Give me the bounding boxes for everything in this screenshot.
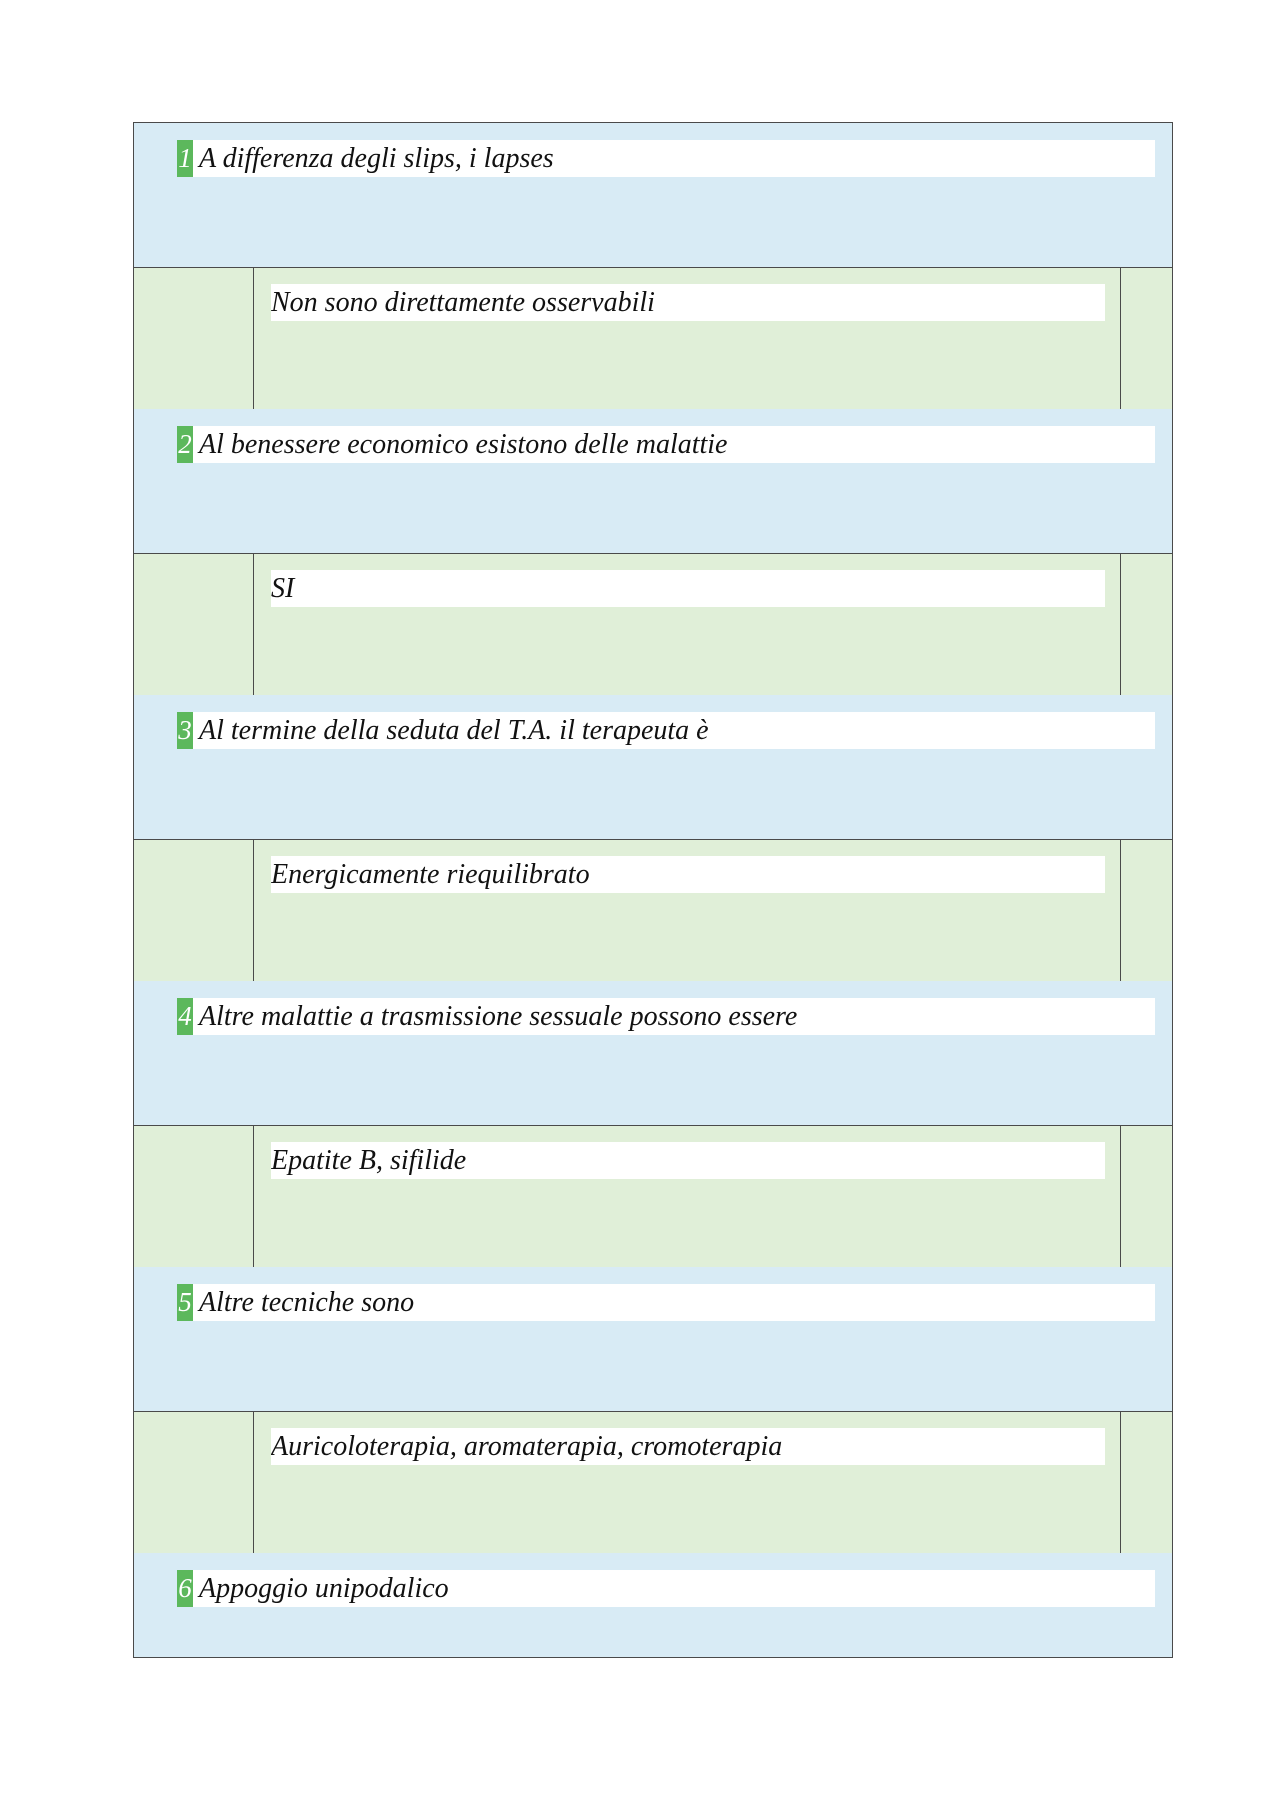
question-field[interactable] <box>177 140 1155 177</box>
question-row <box>134 409 1172 554</box>
question-number-badge: 3 <box>177 712 193 749</box>
question-number-badge: 2 <box>177 426 193 463</box>
question-row <box>134 695 1172 840</box>
question-text: Al termine della seduta del T.A. il terapeuta è <box>193 712 1155 749</box>
question-number-badge: 1 <box>177 140 193 177</box>
answer-cell <box>253 268 1121 409</box>
answer-cell <box>253 1412 1121 1553</box>
question-row <box>134 981 1172 1126</box>
answer-row <box>134 554 1172 695</box>
answer-row <box>134 1126 1172 1267</box>
question-field[interactable] <box>177 426 1155 463</box>
answer-field[interactable]: Non sono direttamente osservabili <box>271 284 1105 321</box>
question-text: Appoggio unipodalico <box>193 1570 1155 1607</box>
question-row <box>134 1267 1172 1412</box>
quiz-sheet <box>133 122 1173 1658</box>
answer-field[interactable]: Auricoloterapia, aromaterapia, cromoterapia <box>271 1428 1105 1465</box>
question-text: Al benessere economico esistono delle malattie <box>193 426 1155 463</box>
question-field[interactable] <box>177 712 1155 749</box>
question-field[interactable] <box>177 1284 1155 1321</box>
question-text: A differenza degli slips, i lapses <box>193 140 1155 177</box>
question-row <box>134 1553 1172 1657</box>
answer-cell <box>253 1126 1121 1267</box>
answer-field[interactable]: SI <box>271 570 1105 607</box>
question-text: Altre malattie a trasmissione sessuale possono essere <box>193 998 1155 1035</box>
answer-field[interactable]: Energicamente riequilibrato <box>271 856 1105 893</box>
answer-row <box>134 840 1172 981</box>
question-field[interactable] <box>177 1570 1155 1607</box>
question-number-badge: 4 <box>177 998 193 1035</box>
question-number-badge: 6 <box>177 1570 193 1607</box>
question-number-badge: 5 <box>177 1284 193 1321</box>
question-text: Altre tecniche sono <box>193 1284 1155 1321</box>
answer-cell <box>253 840 1121 981</box>
answer-cell <box>253 554 1121 695</box>
question-field[interactable] <box>177 998 1155 1035</box>
answer-row <box>134 1412 1172 1553</box>
answer-row <box>134 268 1172 409</box>
answer-field[interactable]: Epatite B, sifilide <box>271 1142 1105 1179</box>
question-row <box>134 123 1172 268</box>
